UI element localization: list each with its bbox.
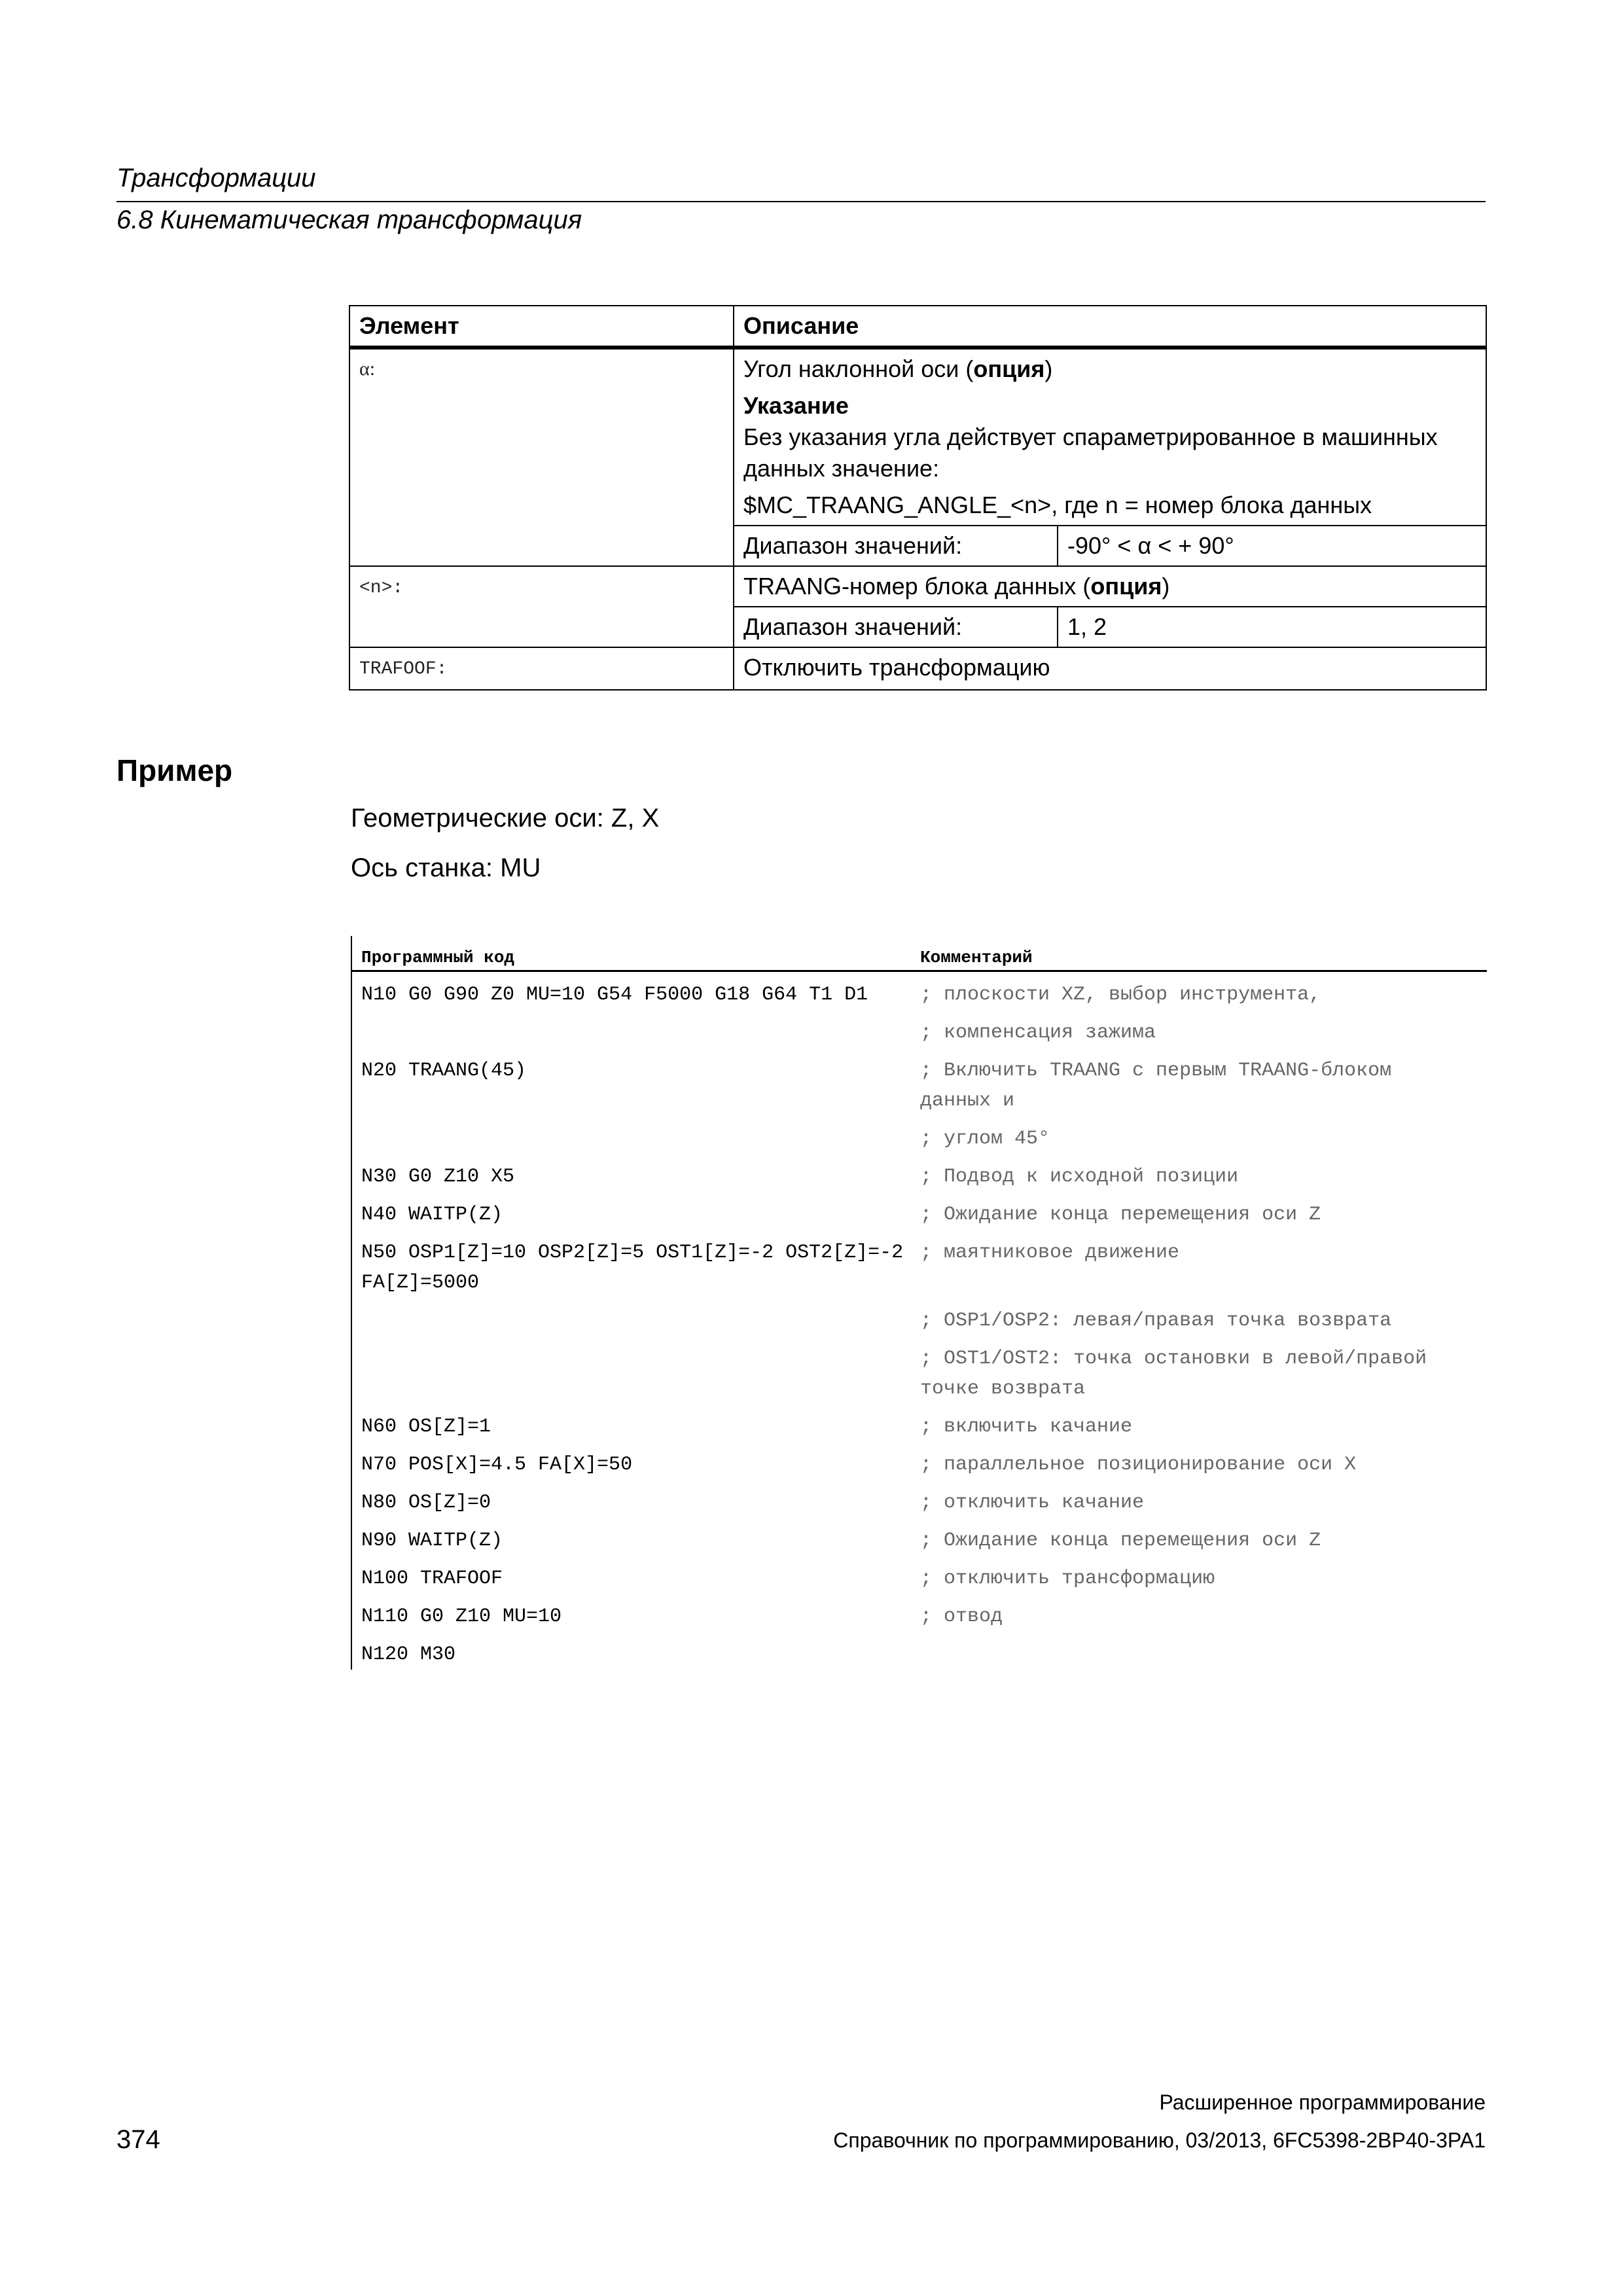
code-cell: N70 POS[X]=4.5 FA[X]=50 — [361, 1454, 633, 1476]
col-header-element: Элемент — [349, 306, 734, 348]
desc-alpha: Угол наклонной оси (опция) Указание Без указания угла действует спараметрированное в машинных данных значение: $MC_TRAANG_ANGLE_<n>, где n = номер блока данных — [734, 348, 1486, 526]
alpha-range-label: Диапазон значений: — [734, 526, 1058, 566]
comment-cell: ; включить качание — [920, 1416, 1133, 1438]
geometry-axes-text: Геометрические оси: Z, X — [351, 804, 660, 833]
n-range-label: Диапазон значений: — [734, 607, 1058, 647]
code-cell: N40 WAITP(Z) — [361, 1204, 503, 1226]
parameter-table — [349, 305, 1487, 691]
code-row — [352, 1632, 1487, 1670]
code-row — [352, 1594, 1487, 1632]
code-row — [352, 1230, 1487, 1298]
code-cell: N10 G0 G90 Z0 MU=10 G54 F5000 G18 G64 T1 D1 — [361, 984, 868, 1006]
code-cell: N120 M30 — [361, 1643, 456, 1666]
comment-cell: ; плоскости XZ, выбор инструмента, — [920, 984, 1321, 1006]
section-title: 6.8 Кинематическая трансформация — [116, 206, 582, 234]
note-title: Указание — [743, 392, 849, 419]
code-rows — [352, 972, 1487, 1670]
code-row — [352, 1154, 1487, 1192]
code-cell: N50 OSP1[Z]=10 OSP2[Z]=5 OST1[Z]=-2 OST2[Z]=-2 FA[Z]=5000 — [361, 1242, 904, 1294]
machine-axis-text: Ось станка: MU — [351, 853, 541, 882]
page-number: 374 — [116, 2125, 160, 2154]
code-cell: N100 TRAFOOF — [361, 1568, 503, 1590]
header-rule — [116, 201, 1486, 202]
element-trafoof: TRAFOOF: — [349, 647, 734, 690]
n-range-value: 1, 2 — [1058, 607, 1486, 647]
example-heading: Пример — [116, 753, 233, 787]
footer-book-title: Расширенное программирование — [1159, 2090, 1486, 2114]
code-row — [352, 1480, 1487, 1518]
code-cell — [352, 1298, 920, 1336]
comment-cell: ; параллельное позиционирование оси X — [920, 1454, 1357, 1476]
code-row — [352, 1556, 1487, 1594]
code-row — [352, 1404, 1487, 1442]
code-row — [352, 1298, 1487, 1336]
comment-cell: ; компенсация зажима — [920, 1022, 1156, 1044]
comment-cell: ; OST1/OST2: точка остановки в левой/правой точке возврата — [920, 1348, 1427, 1400]
code-row — [352, 1192, 1487, 1230]
code-row — [352, 972, 1487, 1010]
element-n: <n>: — [349, 566, 734, 647]
code-cell: N20 TRAANG(45) — [361, 1060, 527, 1082]
code-cell: N60 OS[Z]=1 — [361, 1416, 491, 1438]
footer-reference: Справочник по программированию, 03/2013, 6FC5398-2BP40-3PA1 — [833, 2128, 1486, 2152]
col-header-code: Программный код — [361, 948, 515, 967]
desc-trafoof: Отключить трансформацию — [734, 647, 1486, 690]
code-row — [352, 1116, 1487, 1154]
code-cell: N30 G0 Z10 X5 — [361, 1166, 515, 1188]
comment-cell: ; OSP1/OSP2: левая/правая точка возврата — [920, 1310, 1392, 1332]
alpha-range-value: -90° < α < + 90° — [1058, 526, 1486, 566]
code-table-header — [352, 936, 1487, 972]
comment-cell: ; Включить TRAANG с первым TRAANG-блоком данных и — [920, 1060, 1392, 1112]
chapter-title: Трансформации — [116, 164, 316, 192]
comment-cell: ; маятниковое движение — [920, 1242, 1180, 1264]
code-row — [352, 1518, 1487, 1556]
code-cell — [352, 1116, 920, 1154]
code-row — [352, 1048, 1487, 1116]
comment-cell: ; отключить качание — [920, 1492, 1145, 1514]
code-table — [351, 936, 1487, 1670]
code-cell: N80 OS[Z]=0 — [361, 1492, 491, 1514]
comment-cell: ; отключить трансформацию — [920, 1568, 1215, 1590]
comment-cell: ; Ожидание конца перемещения оси Z — [920, 1530, 1321, 1552]
code-row — [352, 1442, 1487, 1480]
col-header-description: Описание — [734, 306, 1486, 348]
code-cell: N110 G0 Z10 MU=10 — [361, 1605, 562, 1628]
element-alpha: α: — [349, 348, 734, 566]
note-machine-data: $MC_TRAANG_ANGLE_<n>, где n = номер блока данных — [743, 492, 1372, 518]
code-row — [352, 1336, 1487, 1404]
code-cell — [352, 1010, 920, 1048]
col-header-comment: Комментарий — [920, 948, 1033, 967]
desc-n: TRAANG-номер блока данных (опция) — [734, 566, 1486, 607]
note-text: Без указания угла действует спараметрированное в машинных данных значение: — [743, 423, 1438, 482]
code-cell — [352, 1336, 920, 1404]
comment-cell: ; углом 45° — [920, 1128, 1050, 1150]
code-row — [352, 1010, 1487, 1048]
code-cell: N90 WAITP(Z) — [361, 1530, 503, 1552]
comment-cell — [920, 1632, 1487, 1670]
comment-cell: ; отвод — [920, 1605, 1003, 1628]
comment-cell: ; Подвод к исходной позиции — [920, 1166, 1239, 1188]
comment-cell: ; Ожидание конца перемещения оси Z — [920, 1204, 1321, 1226]
